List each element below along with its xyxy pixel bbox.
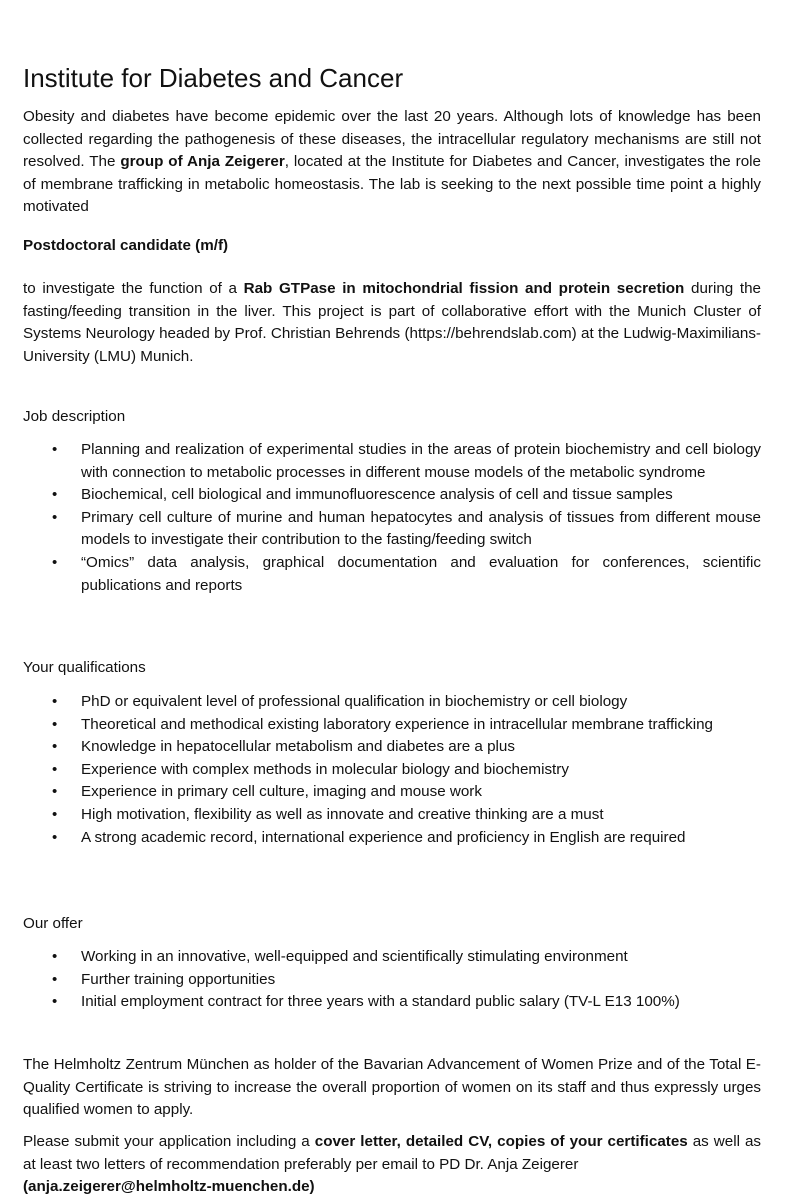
project-paragraph xyxy=(23,278,761,368)
list-item xyxy=(23,804,761,827)
list-item xyxy=(23,827,761,850)
list-item-text: Further training opportunities xyxy=(81,970,276,988)
list-item xyxy=(23,781,761,804)
list-item-text: Theoretical and methodical existing laboratory experience in intracellular membrane trafficking xyxy=(81,715,714,733)
list-item xyxy=(23,759,761,782)
equality-statement: The Helmholtz Zentrum München as holder of the Bavarian Advancement of Women Prize and of the Total E-Quality Certificate is striving to increase the overall proportion of women on its staff and thus expressly urges qualified women to apply. xyxy=(23,1056,761,1119)
bullet-icon: • xyxy=(52,760,58,778)
list-item xyxy=(23,484,761,507)
bullet-icon: • xyxy=(52,948,58,965)
project-topic: Rab GTPase in mitochondrial fission and protein secretion xyxy=(243,280,685,297)
bullet-icon: • xyxy=(52,993,58,1011)
offer-heading: Our offer xyxy=(23,915,83,932)
list-item-text: Biochemical, cell biological and immunofluorescence analysis of cell and tissue samples xyxy=(81,486,673,504)
list-item-text: Working in an innovative, well-equipped and scientifically stimulating environment xyxy=(81,948,628,965)
list-item xyxy=(23,552,761,597)
contact-email[interactable]: (anja.zeigerer@helmholtz-muenchen.de) xyxy=(23,1178,315,1196)
list-item xyxy=(23,946,761,969)
list-item-text: A strong academic record, international experience and proficiency in English are required xyxy=(81,828,686,846)
bullet-icon: • xyxy=(52,693,58,710)
list-item-text: Experience with complex methods in molecular biology and biochemistry xyxy=(81,760,569,778)
list-item xyxy=(23,507,761,552)
bullet-icon: • xyxy=(52,441,58,458)
bullet-icon: • xyxy=(52,508,58,526)
bullet-icon: • xyxy=(52,805,58,823)
bullet-icon: • xyxy=(52,486,58,504)
intro-text-end: , located at the Institute for Diabetes and Cancer, investigates the role of membrane trafficking in metabolic homeostasis. The lab is seeking to the next possible time point a highly motivated xyxy=(23,153,761,216)
list-item xyxy=(23,439,761,484)
qualifications-heading: Your qualifications xyxy=(23,659,146,676)
bullet-icon: • xyxy=(52,783,58,801)
list-item xyxy=(23,991,761,1014)
list-item-text: Knowledge in hepatocellular metabolism and diabetes are a plus xyxy=(81,738,515,756)
bullet-icon: • xyxy=(52,828,58,846)
project-text-end: during the fasting/feeding transition in the liver. This project is part of collaborative effort with the Munich Cluster of Systems Neurology headed by Prof. Christian Behrends (https://behrendslab.com) at the Ludwig-Maximilians-University (LMU) Munich. xyxy=(23,280,761,365)
list-item xyxy=(23,691,761,714)
job-description-heading: Job description xyxy=(23,408,126,425)
list-item-text: Initial employment contract for three years with a standard public salary (TV-L E13 100%) xyxy=(81,993,680,1011)
intro-paragraph xyxy=(23,106,761,219)
project-text-start: to investigate the function of a xyxy=(23,280,244,297)
intro-text-start: Obesity and diabetes have become epidemic over the last 20 years. Although lots of knowledge has been collected regarding the pathogenesis of these diseases, the intracellular regulatory mechanisms are still not resolved. The xyxy=(23,108,761,171)
list-item-text: Experience in primary cell culture, imaging and mouse work xyxy=(81,783,482,801)
list-item-text: Planning and realization of experimental studies in the areas of protein biochemistry and cell biology with connection to metabolic processes in different mouse models of the metabolic syndrome xyxy=(81,441,761,481)
qualifications-list xyxy=(23,691,761,849)
bullet-icon: • xyxy=(52,715,58,733)
job-description-list xyxy=(23,439,761,597)
bullet-icon: • xyxy=(52,970,58,988)
required-documents: cover letter, detailed CV, copies of your certificates xyxy=(314,1133,688,1150)
application-text-start: Please submit your application including a xyxy=(23,1133,315,1150)
group-name: group of Anja Zeigerer xyxy=(120,153,285,171)
list-item-text: High motivation, flexibility as well as innovate and creative thinking are a must xyxy=(81,805,604,823)
list-item xyxy=(23,736,761,759)
application-instructions xyxy=(23,1131,761,1199)
list-item xyxy=(23,714,761,737)
position-title: Postdoctoral candidate (m/f) xyxy=(23,237,229,254)
application-text-end: as well as at least two letters of recommendation preferably per email to PD Dr. Anja Zeigerer xyxy=(23,1133,761,1173)
bullet-icon: • xyxy=(52,553,58,571)
list-item xyxy=(23,969,761,992)
page-title: Institute for Diabetes and Cancer xyxy=(23,63,404,93)
bullet-icon: • xyxy=(52,738,58,756)
offer-list xyxy=(23,946,761,1014)
list-item-text: PhD or equivalent level of professional qualification in biochemistry or cell biology xyxy=(81,693,628,710)
list-item-text: “Omics” data analysis, graphical documentation and evaluation for conferences, scientific publications and reports xyxy=(81,553,761,594)
list-item-text: Primary cell culture of murine and human hepatocytes and analysis of tissues from different mouse models to investigate their contribution to the fasting/feeding switch xyxy=(81,508,761,549)
